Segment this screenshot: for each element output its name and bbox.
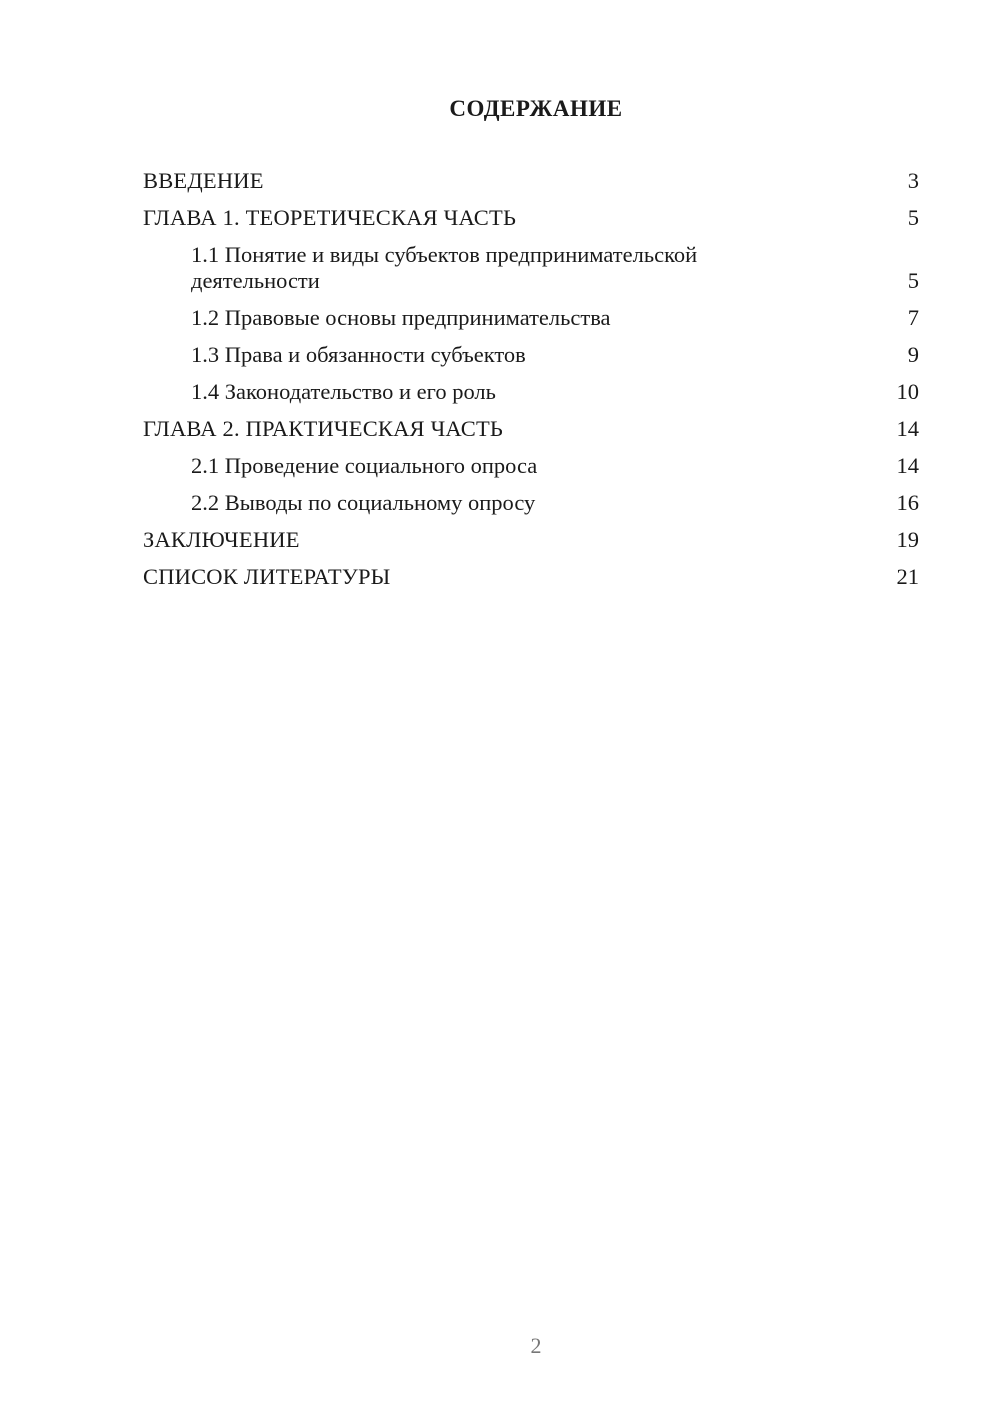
toc-entry-label: ВВЕДЕНИЕ	[143, 168, 264, 193]
toc-entry-label: СПИСОК ЛИТЕРАТУРЫ	[143, 564, 391, 589]
toc-entry-page: 14	[896, 453, 919, 478]
toc-entry-chapter-1[interactable]	[143, 205, 919, 231]
toc-entry-chapter-2[interactable]	[143, 416, 919, 442]
toc-entry-section-1-4[interactable]	[143, 379, 919, 405]
toc-entry-page: 7	[907, 305, 919, 330]
toc-entry-label: 1.2 Правовые основы предпринимательства	[191, 305, 611, 330]
toc-entry-section-1-2[interactable]	[143, 305, 919, 331]
toc-entry-label: ЗАКЛЮЧЕНИЕ	[143, 527, 300, 552]
toc-entry-section-2-2[interactable]	[143, 490, 919, 516]
toc-entry-page: 10	[896, 379, 919, 404]
toc-entry-page: 19	[896, 527, 919, 552]
toc-entry-conclusion[interactable]	[143, 527, 919, 553]
toc-entry-page: 5	[907, 205, 919, 230]
toc-entry-section-2-1[interactable]	[143, 453, 919, 479]
toc-title: СОДЕРЖАНИЕ	[449, 96, 623, 121]
toc-entry-page: 16	[896, 490, 919, 515]
toc-entry-page: 3	[907, 168, 919, 193]
toc-entry-label: ГЛАВА 1. ТЕОРЕТИЧЕСКАЯ ЧАСТЬ	[143, 205, 517, 230]
toc-entry-label: 1.3 Права и обязанности субъектов	[191, 342, 526, 367]
toc-entry-page: 21	[896, 564, 919, 589]
table-of-contents	[143, 168, 919, 601]
toc-entry-label: 1.4 Законодательство и его роль	[191, 379, 496, 404]
toc-entry-label: 2.1 Проведение социального опроса	[191, 453, 538, 478]
toc-entry-section-1-1[interactable]	[143, 242, 919, 294]
toc-entry-label: 2.2 Выводы по социальному опросу	[191, 490, 536, 515]
toc-entry-label: ГЛАВА 2. ПРАКТИЧЕСКАЯ ЧАСТЬ	[143, 416, 504, 441]
toc-entry-page: 9	[907, 342, 919, 367]
page-number: 2	[530, 1333, 542, 1358]
toc-entry-page: 5	[907, 268, 919, 293]
toc-entry-introduction[interactable]	[143, 168, 919, 194]
toc-entry-section-1-3[interactable]	[143, 342, 919, 368]
toc-entry-label: 1.1 Понятие и виды субъектов предпринимательской деятельности	[191, 242, 698, 293]
toc-entry-page: 14	[896, 416, 919, 441]
toc-entry-references[interactable]	[143, 564, 919, 590]
